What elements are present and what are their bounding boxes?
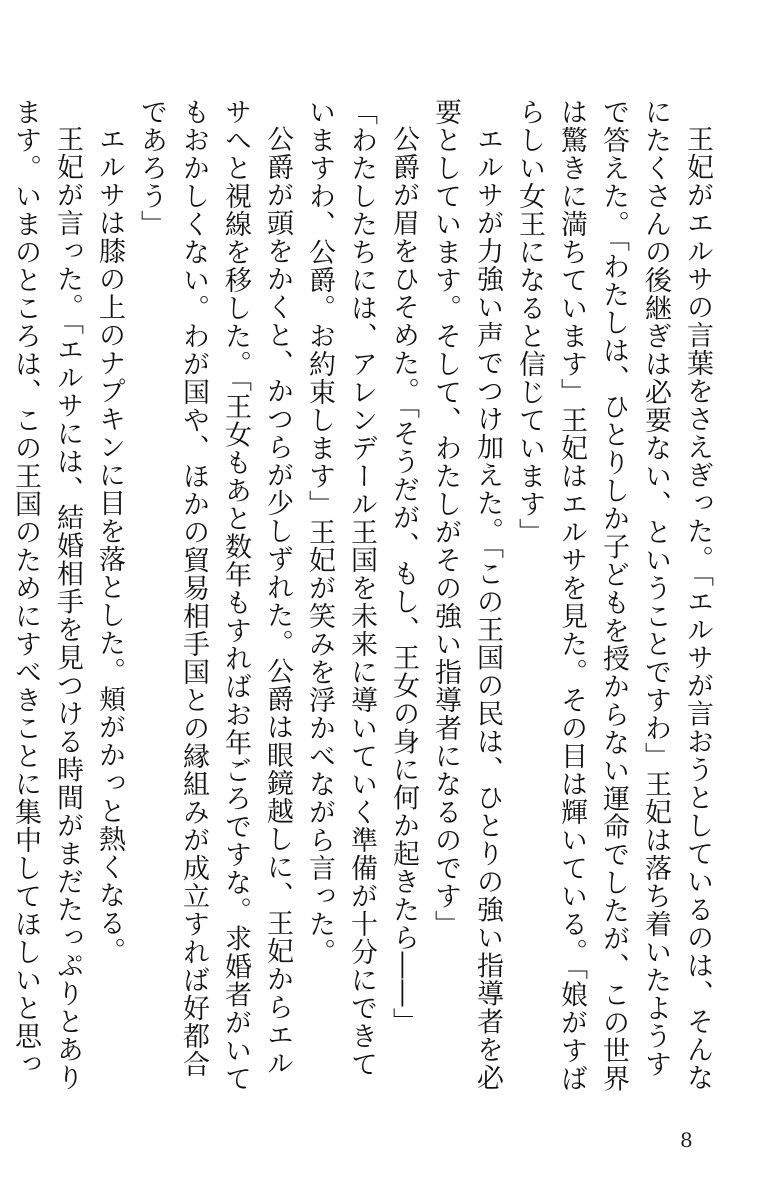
paragraph-3: 公爵が眉をひそめた。「そうだが、もし、王女の身に何か起きたら――」 <box>388 125 419 1036</box>
paragraph-1: 王妃がエルサの言葉をさえぎった。「エルサが言おうとしているのは、そんなにたくさんの後継ぎは必要ない、ということですわ」王妃は落ち着いたようすで答えた。「わたしは、ひとりしか子どもを授からない運命でしたが、この世界は驚きに満ちています」王妃はエルサを見た。その目は輝いている。「娘がすばらしい女王になると信じています」 <box>514 98 713 1093</box>
paragraph-6: エルサは膝の上のナプキンに目を落とした。頬がかっと熱くなる。 <box>94 125 125 965</box>
page-number: 8 <box>680 1128 693 1152</box>
vertical-text-body <box>10 98 718 1098</box>
paragraph-4: 「わたしたちには、アレンデール王国を未来に導いていく準備が十分にできていますわ、公爵。お約束します」王妃が笑みを浮かべながら言った。 <box>304 98 377 1078</box>
paragraph-5: 公爵が頭をかくと、かつらが少しずれた。公爵は眼鏡越しに、王妃からエルサへと視線を移した。「王女もあと数年もすればお年ごろですな。求婚者がいてもおかしくない。わが国や、ほかの貿易相手国との縁組みが成立すれば好都合であろう」 <box>136 98 293 1093</box>
paragraph-7: 王妃が言った。「エルサには、結婚相手を見つける時間がまだたっぷりとあります。いまのところは、この王国のためにすべきことに集中してほしいと思っ <box>10 98 83 1092</box>
paragraph-2: エルサが力強い声でつけ加えた。「この王国の民は、ひとりの強い指導者を必要としています。そして、わたしがその強い指導者になるのです」 <box>430 98 503 1092</box>
